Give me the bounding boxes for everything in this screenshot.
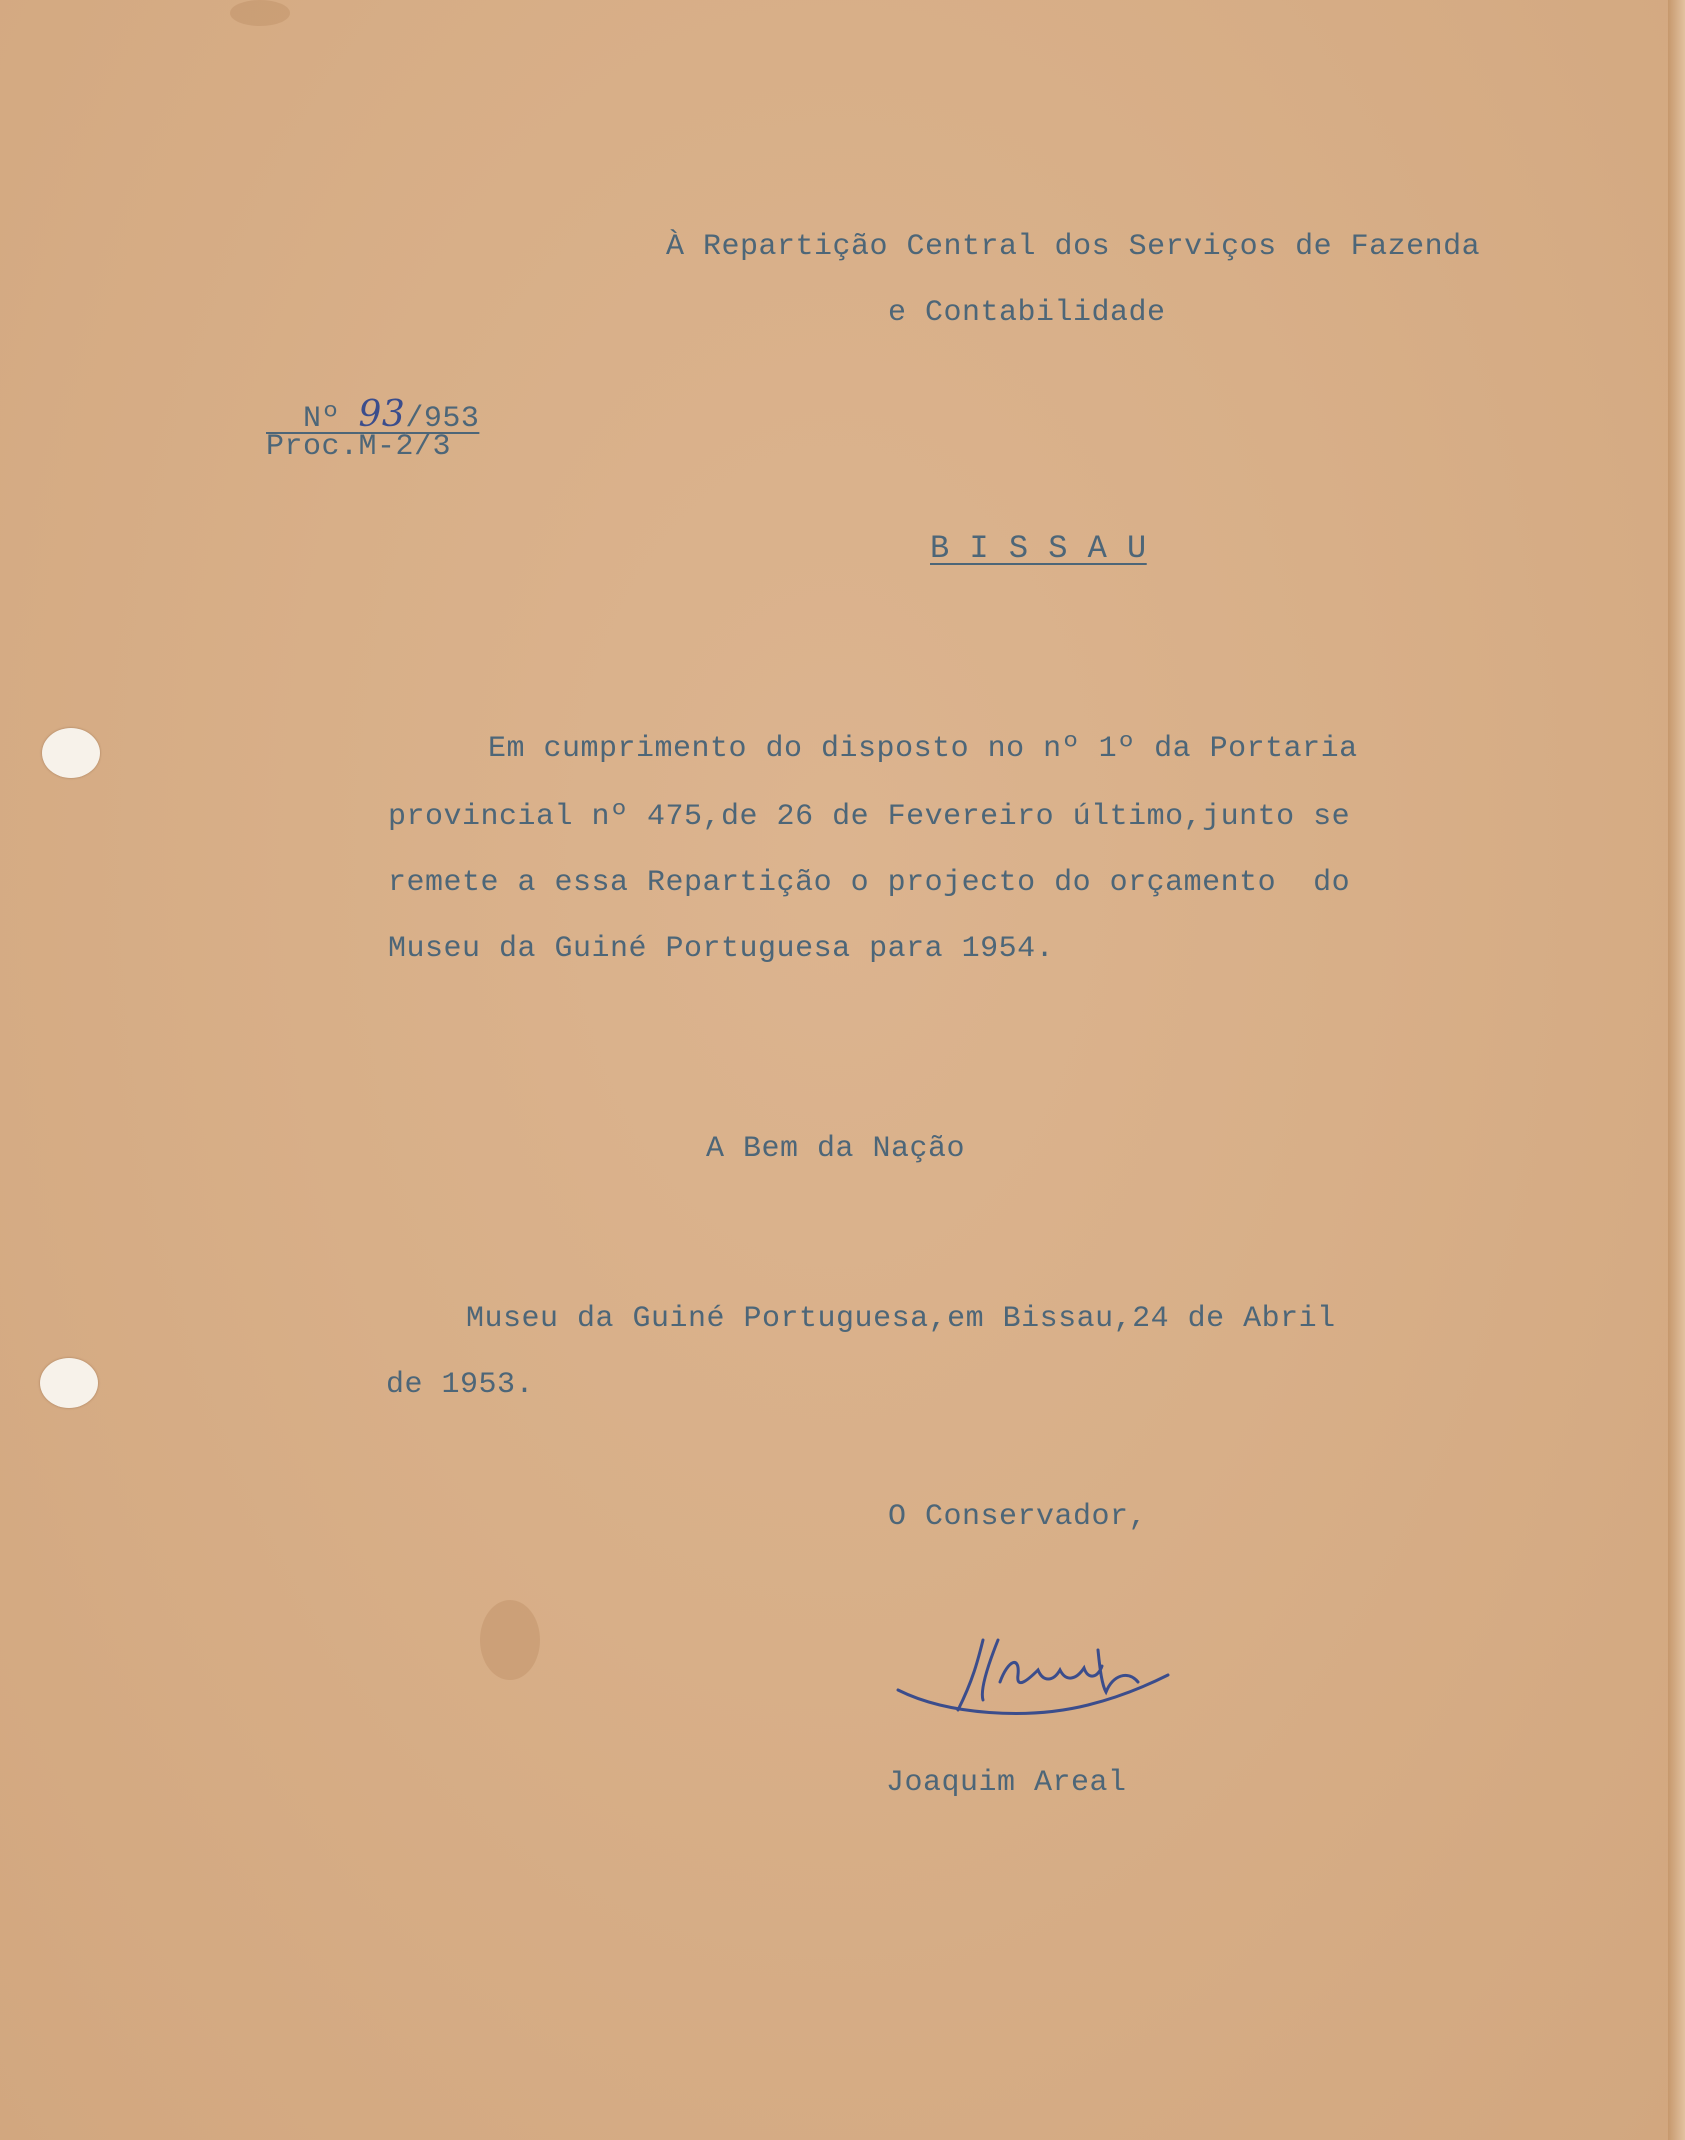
signer-name: Joaquim Areal <box>886 1766 1127 1800</box>
punch-hole <box>42 728 100 778</box>
location-heading: B I S S A U <box>930 530 1147 567</box>
body-line-2: provincial nº 475,de 26 de Fevereiro último,junto se <box>388 800 1351 834</box>
reference-prefix: Nº <box>303 402 359 436</box>
paper-edge <box>1668 0 1685 2140</box>
place-date-line-1: Museu da Guiné Portuguesa,em Bissau,24 de Abril <box>466 1302 1336 1336</box>
salutation: A Bem da Nação <box>706 1132 966 1166</box>
reference-handwritten-number: 93 <box>358 394 406 435</box>
punch-hole <box>40 1358 98 1408</box>
reference-number <box>266 360 479 436</box>
body-line-4: Museu da Guiné Portuguesa para 1954. <box>388 932 1055 966</box>
addressee-line-1: À Repartição Central dos Serviços de Fazenda <box>666 230 1481 264</box>
reference-year: /953 <box>405 402 480 436</box>
signer-title: O Conservador, <box>888 1500 1148 1534</box>
addressee-line-2: e Contabilidade <box>888 296 1166 330</box>
place-date-line-2: de 1953. <box>386 1368 535 1402</box>
body-line-1: Em cumprimento do disposto no nº 1º da Portaria <box>488 732 1358 766</box>
process-reference: Proc.M-2/3 <box>266 430 452 464</box>
stain <box>230 0 290 26</box>
body-line-3: remete a essa Repartição o projecto do orçamento do <box>388 866 1351 900</box>
stain <box>480 1600 540 1680</box>
signature <box>888 1620 1178 1730</box>
